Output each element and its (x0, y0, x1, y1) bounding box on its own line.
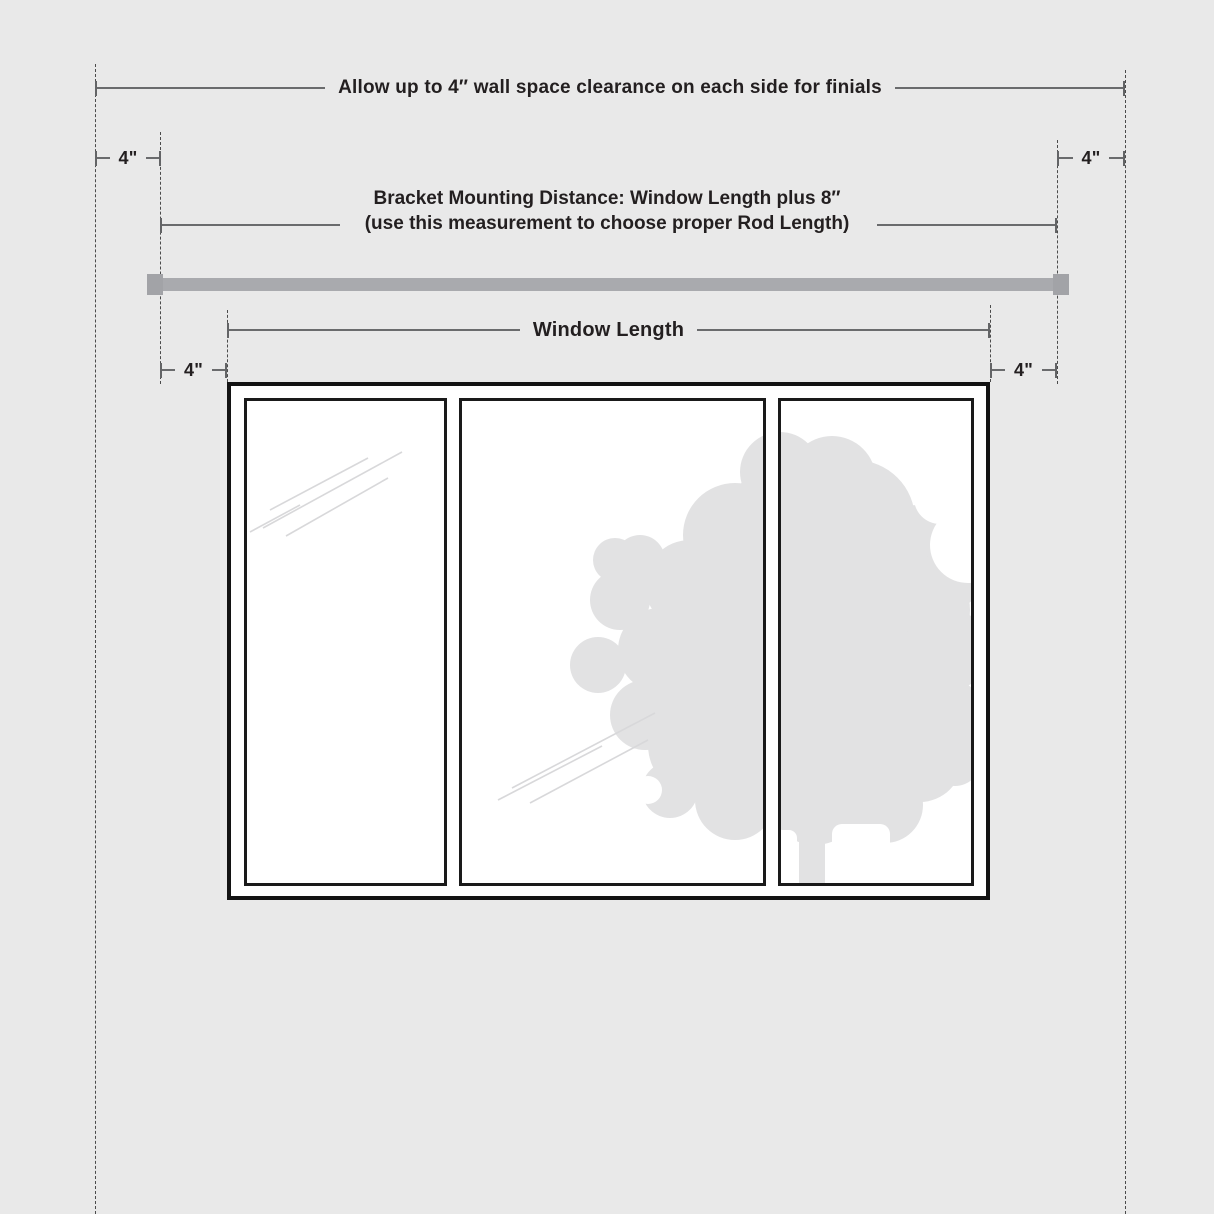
dimension-line (895, 87, 1123, 89)
dimension-tick (225, 363, 227, 378)
window-length-dimension (227, 318, 990, 341)
dimension-line (162, 224, 340, 226)
bracket-distance-note-line1: Bracket Mounting Distance: Window Length plus 8″ (373, 188, 841, 209)
dimension-line (1059, 157, 1073, 159)
dimension-4in-top-left (95, 147, 161, 168)
dimension-line (697, 329, 988, 331)
dimension-line (877, 224, 1055, 226)
dimension-tick (1123, 151, 1125, 166)
dimension-line (992, 369, 1005, 371)
bracket-distance-line-left (160, 217, 340, 233)
dimension-tick (1055, 218, 1057, 233)
finial-clearance-label: Allow up to 4″ wall space clearance on each side for finials (338, 77, 882, 98)
dimension-line (229, 329, 520, 331)
dimension-4in-bottom-right (990, 359, 1057, 380)
finial-clearance-dimension (95, 77, 1125, 98)
extension-line-outer-left (95, 64, 96, 1214)
dimension-4in-bottom-right-label: 4" (1014, 359, 1033, 380)
dimension-line (97, 157, 110, 159)
dimension-tick (1123, 81, 1125, 96)
extension-line-bracket-right (1057, 140, 1058, 384)
dimension-4in-top-left-label: 4" (118, 147, 138, 168)
dimension-tick (159, 151, 161, 166)
dimension-4in-bottom-left (160, 359, 227, 380)
window-pane-left (244, 398, 447, 886)
rod-bracket-left (147, 274, 163, 295)
bracket-distance-note-line2: (use this measurement to choose proper Rod Length) (364, 213, 850, 234)
extension-line-bracket-left (160, 132, 161, 384)
dimension-line (212, 369, 225, 371)
dimension-line (146, 157, 159, 159)
dimension-line (162, 369, 175, 371)
window-frame (227, 382, 990, 900)
extension-line-window-left (227, 310, 228, 382)
rod-bracket-right (1053, 274, 1069, 295)
curtain-rod (150, 278, 1066, 291)
extension-line-outer-right (1125, 70, 1126, 1214)
dimension-tick (988, 323, 990, 338)
window-pane-right (778, 398, 974, 886)
window-pane-center (459, 398, 766, 886)
dimension-line (1042, 369, 1055, 371)
dimension-4in-top-right-label: 4" (1081, 147, 1101, 168)
window-length-label: Window Length (532, 318, 685, 341)
dimension-line (97, 87, 325, 89)
dimension-4in-top-right (1057, 147, 1125, 168)
dimension-line (1109, 157, 1123, 159)
dimension-4in-bottom-left-label: 4" (184, 359, 203, 380)
dimension-tick (1055, 363, 1057, 378)
bracket-distance-line-right (877, 217, 1057, 233)
